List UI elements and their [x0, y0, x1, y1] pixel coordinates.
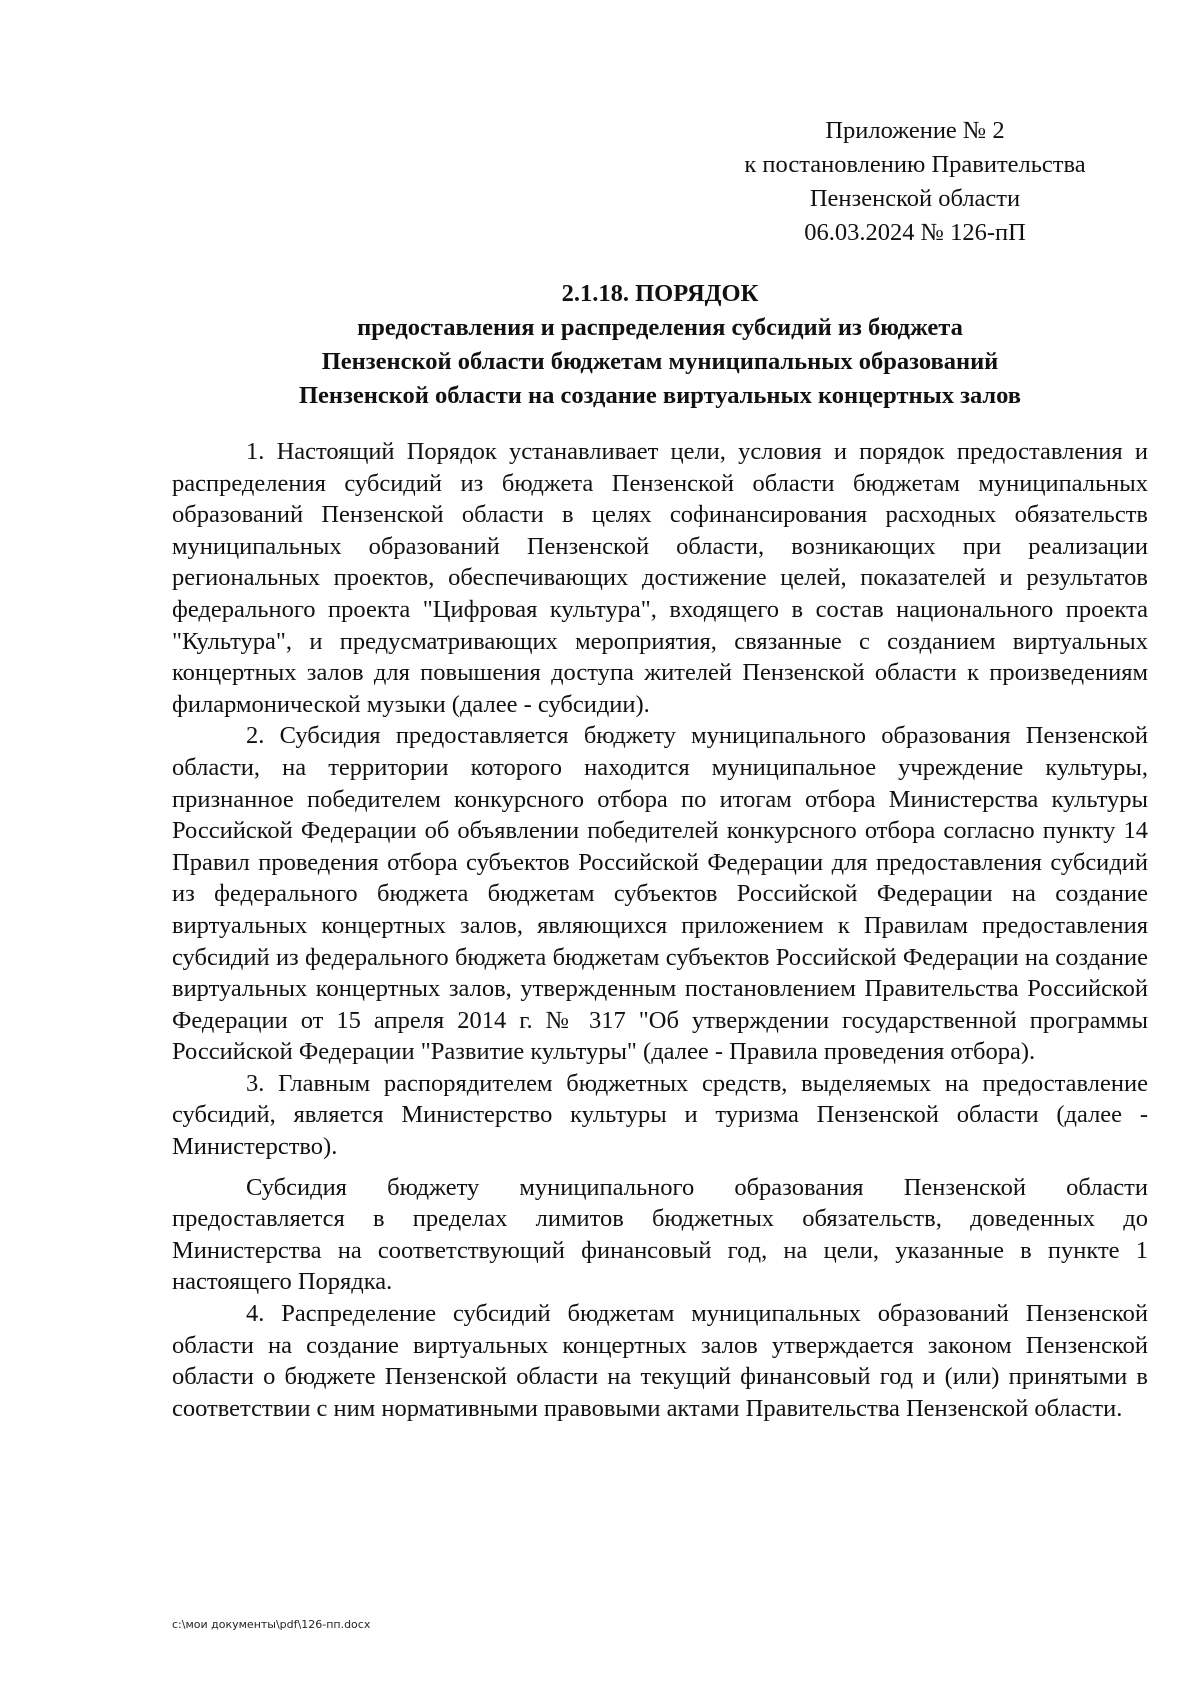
title-line-2: предоставления и распределения субсидий из бюджета: [357, 314, 963, 341]
document-title: [170, 277, 1150, 413]
paragraph-3: 3. Главным распорядителем бюджетных средств, выделяемых на предоставление субсидий, является Министерство культуры и туризма Пензенской области (далее - Министерство).: [172, 1069, 1148, 1161]
title-line-3: Пензенской области бюджетам муниципальных образований: [321, 348, 999, 375]
document-body: [172, 436, 1148, 1424]
appendix-line-2: к постановлению Правительства: [744, 151, 1086, 178]
appendix-line-3: Пензенской области: [809, 185, 1021, 212]
title-line-4: Пензенской области на создание виртуальных концертных залов: [298, 382, 1022, 409]
paragraph-2: 2. Субсидия предоставляется бюджету муниципального образования Пензенской области, на территории которого находится муниципальное учреждение культуры, признанное победителем конкурсного отбора по итогам отбора Министерства культуры Российской Федерации об объявлении победителей конкурсного отбора согласно пункту 14 Правил проведения отбора субъектов Российской Федерации для предоставления субсидий из федерального бюджета бюджетам субъектов Российской Федерации на создание виртуальных концертных залов, являющихся приложением к Правилам предоставления субсидий из федерального бюджета бюджетам субъектов Российской Федерации на создание виртуальных концертных залов, утвержденным постановлением Правительства Российской Федерации от 15 апреля 2014 г. № 317 "Об утверждении государственной программы Российской Федерации "Развитие культуры" (далее - Правила проведения отбора).: [172, 722, 1148, 1066]
appendix-line-1: Приложение № 2: [825, 117, 1005, 144]
appendix-line-4: 06.03.2024 № 126-пП: [804, 219, 1026, 246]
paragraph-1: 1. Настоящий Порядок устанавливает цели, условия и порядок предоставления и распределения субсидий из бюджета Пензенской области бюджетам муниципальных образований Пензенской области в целях софинансирования расходных обязательств муниципальных образований Пензенской области, возникающих при реализации региональных проектов, обеспечивающих достижение целей, показателей и результатов федерального проекта "Цифровая культура", входящего в состав национального проекта "Культура", и предусматривающих мероприятия, связанные с созданием виртуальных концертных залов для повышения доступа жителей Пензенской области к произведениям филармонической музыки (далее - субсидии).: [172, 438, 1148, 718]
appendix-header: [735, 114, 1095, 250]
title-line-1: 2.1.18. ПОРЯДОК: [561, 280, 759, 307]
file-path-footer: c:\мои документы\pdf\126-пп.docx: [172, 1618, 371, 1631]
paragraph-5: 4. Распределение субсидий бюджетам муниципальных образований Пензенской области на создание виртуальных концертных залов утверждается законом Пензенской области о бюджете Пензенской области на текущий финансовый год и (или) принятыми в соответствии с ним нормативными правовыми актами Правительства Пензенской области.: [172, 1300, 1148, 1422]
paragraph-4: Субсидия бюджету муниципального образования Пензенской области предоставляется в пределах лимитов бюджетных обязательств, доведенных до Министерства на соответствующий финансовый год, на цели, указанные в пункте 1 настоящего Порядка.: [172, 1173, 1148, 1296]
